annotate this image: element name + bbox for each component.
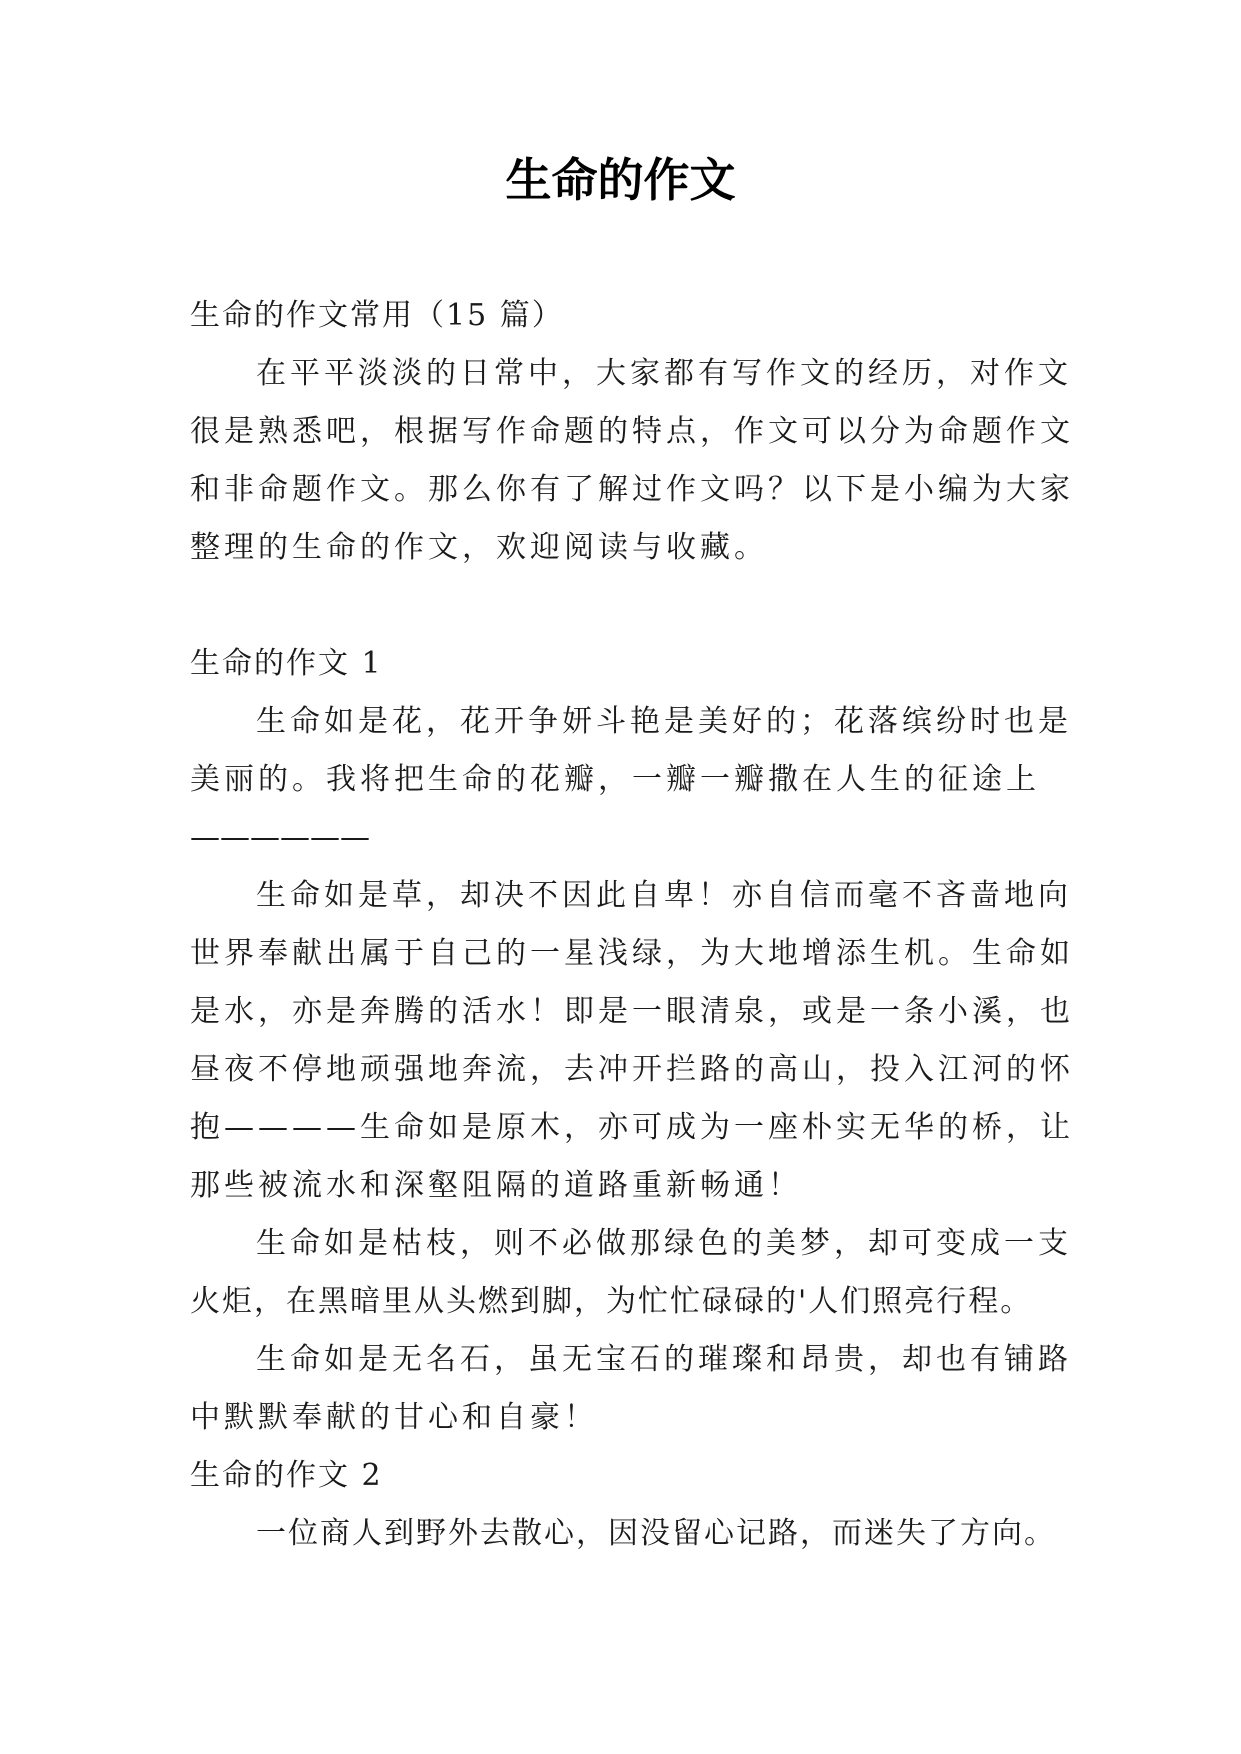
paragraph-line: 生命如是枯枝，则不必做那绿色的美梦，却可变成一支 bbox=[256, 1226, 1072, 1261]
paragraph-line: —————— bbox=[190, 820, 370, 855]
document-body bbox=[190, 287, 1074, 1563]
paragraph-line: 火炬，在黑暗里从头燃到脚，为忙忙碌碌的'人们照亮行程。 bbox=[190, 1284, 1033, 1319]
document-title: 生命的作文 bbox=[505, 153, 736, 207]
paragraph-line: 生命如是无名石，虽无宝石的璀璨和昂贵，却也有铺路 bbox=[256, 1342, 1072, 1377]
paragraph-line: 是水，亦是奔腾的活水！即是一眼清泉，或是一条小溪，也 bbox=[190, 994, 1074, 1029]
essay-paragraph bbox=[190, 867, 1074, 1215]
paragraph-line: 生命如是花，花开争妍斗艳是美好的；花落缤纷时也是 bbox=[256, 704, 1072, 739]
essay-heading: 生命的作文 2 bbox=[190, 1458, 383, 1493]
essay-paragraph bbox=[190, 693, 1072, 867]
paragraph-line: 美丽的。我将把生命的花瓣，一瓣一瓣撒在人生的征途上 bbox=[190, 762, 1040, 797]
essay-paragraph bbox=[190, 1215, 1072, 1331]
paragraph-line: 那些被流水和深壑阻隔的道路重新畅通！ bbox=[190, 1168, 802, 1203]
paragraph-line: 一位商人到野外去散心，因没留心记路，而迷失了方向。 bbox=[256, 1516, 1056, 1551]
paragraph-line: 中默默奉献的甘心和自豪！ bbox=[190, 1400, 598, 1435]
essay-heading: 生命的作文 1 bbox=[190, 646, 383, 681]
paragraph-line: 抱————生命如是原木，亦可成为一座朴实无华的桥，让 bbox=[190, 1110, 1074, 1145]
paragraph-line: 生命如是草，却决不因此自卑！亦自信而毫不吝啬地向 bbox=[256, 878, 1072, 913]
paragraph-line: 世界奉献出属于自己的一星浅绿，为大地增添生机。生命如 bbox=[190, 936, 1074, 971]
essay-paragraph bbox=[190, 1505, 1056, 1563]
paragraph-line: 整理的生命的作文，欢迎阅读与收藏。 bbox=[190, 530, 768, 565]
intro-paragraph bbox=[190, 345, 1074, 577]
essay-paragraph bbox=[190, 1331, 1072, 1447]
paragraph-line: 在平平淡淡的日常中，大家都有写作文的经历，对作文 bbox=[256, 356, 1072, 391]
paragraph-line: 和非命题作文。那么你有了解过作文吗？以下是小编为大家 bbox=[190, 472, 1074, 507]
blank-line bbox=[190, 577, 1052, 635]
paragraph-line: 很是熟悉吧，根据写作命题的特点，作文可以分为命题作文 bbox=[190, 414, 1074, 449]
paragraph-line: 昼夜不停地顽强地奔流，去冲开拦路的高山，投入江河的怀 bbox=[190, 1052, 1074, 1087]
document-subtitle: 生命的作文常用（15 篇） bbox=[190, 298, 564, 333]
